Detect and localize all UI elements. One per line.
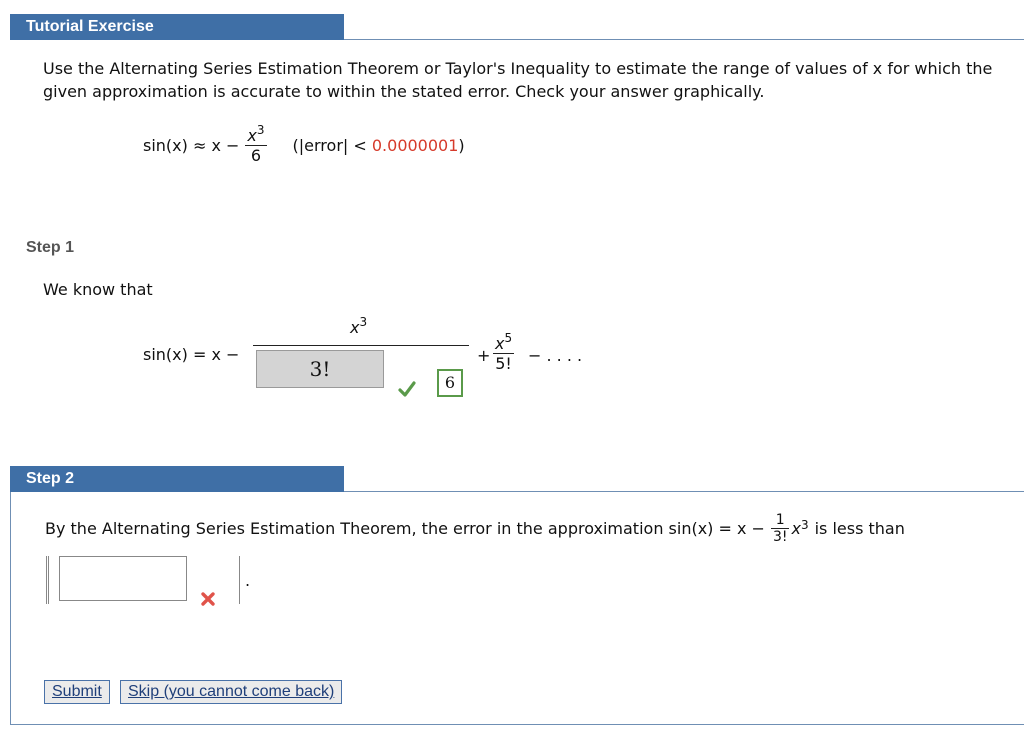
error-bound: (|error| < 0.0000001): [292, 135, 465, 155]
problem-text: Use the Alternating Series Estimation Theorem or Taylor's Inequality to estimate the range of values of x for which the given approximation is accurate to within the stated error. Check your answer graphically.: [43, 59, 993, 101]
step1-fraction-bar: [253, 345, 469, 346]
submit-button[interactable]: Submit: [44, 680, 110, 704]
plus-sign: +: [477, 346, 491, 365]
step2-period: .: [245, 571, 251, 590]
approximation-equation: [143, 120, 465, 170]
term2-fraction: $\frac{x^5}{5!}$: [495, 331, 513, 373]
skip-button[interactable]: Skip (you cannot come back): [120, 680, 342, 704]
check-icon: [398, 381, 416, 397]
abs-bar-left: [46, 556, 47, 604]
step2-header: Step 2: [10, 466, 344, 492]
abs-bar-left-inner: [48, 556, 49, 604]
step2-fraction: $\frac{1}{3!}$: [772, 511, 788, 545]
step2-divider: [344, 491, 1024, 492]
error-bound-input[interactable]: [59, 556, 187, 601]
approx-fraction: $\frac{x^3}{6}$: [247, 122, 265, 165]
abs-bar-right: [239, 556, 240, 604]
step2-text: By the Alternating Series Estimation Theorem, the error in the approximation sin(x) = x − $\frac{1}{3!}$ x $^3$ is less than: [45, 511, 905, 545]
step1-answer-box[interactable]: 3!: [256, 350, 384, 388]
correct-answer-box: 6: [437, 369, 463, 397]
step1-label: Step 1: [26, 239, 75, 256]
step1-eq-lhs: sin(x) = x −: [143, 345, 240, 364]
series-tail: − . . . .: [528, 346, 583, 365]
header-divider: [344, 39, 1024, 40]
tutorial-header: Tutorial Exercise: [10, 14, 344, 40]
step1-text: We know that: [43, 280, 153, 299]
cross-icon: [200, 591, 216, 607]
approx-lhs: sin(x) ≈ x −: [143, 135, 240, 155]
step1-frac-num: $x^3$: [350, 315, 368, 337]
